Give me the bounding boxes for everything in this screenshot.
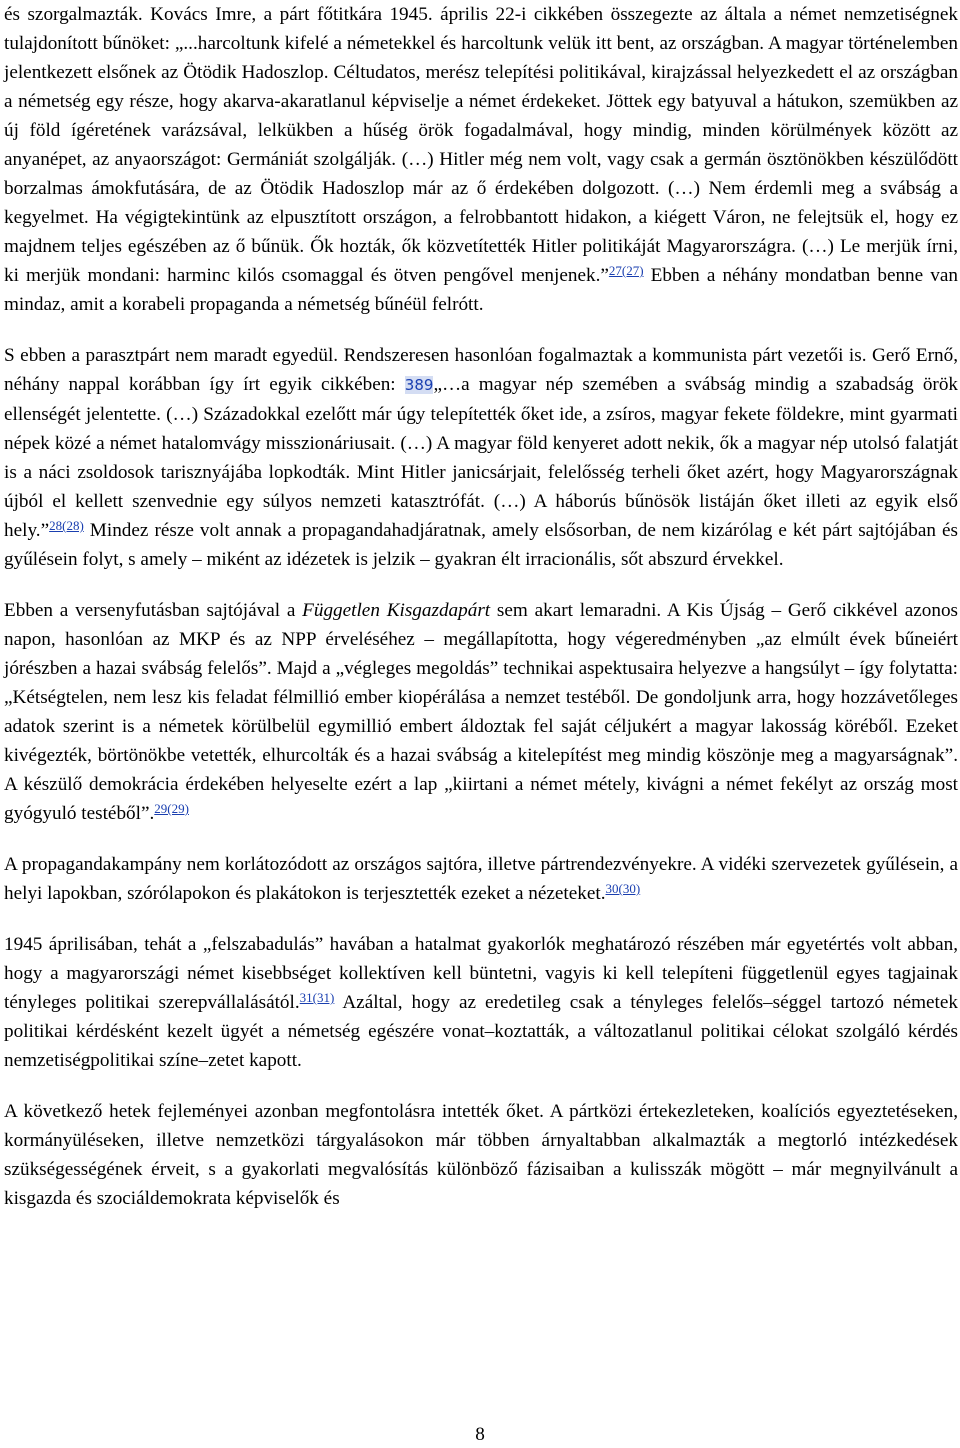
paragraph-5: 1945 áprilisában, tehát a „felszabadulás” havában a hatalmat gyakorlók meghatározó részében már egyetértés volt abban, hogy a magyarországi német kisebbséget kollektíven kell büntetni, vagyis ki kell telepíteni függetlenül egyes tagjainak tényleges politikai szerepvállalásától.$^{31(31)}$ Azáltal, hogy az eredetileg csak a tényleges felelős–séggel tartozó németek politikai kérdésként kezelt ügyét a németség egészére vonat–koztatták, a változatlanul politikai célokat szolgáló kérdés nemzetiségpolitikai színe–zetet kapott. — [4, 934, 958, 1071]
footnote-link-28[interactable]: 28(28) — [49, 518, 84, 533]
paragraph-3: Ebben a versenyfutásban sajtójával a Független Kisgazdapárt sem akart lemaradni. A Kis Újság – Gerő cikkével azonos napon, hasonlóan az MKP és az NPP érveléséhez – megállapította, hogy végeredményben „az elmúlt évek bűneiért jórészben a hazai svábság felelős”. Majd a „végleges megoldás” technikai aspektusaira helyezve a hangsúlyt – így folytatta: „Kétségtelen, nem lesz kis feladat félmillió ember kiopérálása a nemzet testéből. De gondoljunk arra, hogy hozzávetőleges adatok szerint is a németek körülbelül egymillió embert áldoztak fel saját céljukért a magyar lakosság köréből. Ezeket kivégezték, börtönökbe vetették, elhurcolták és a hazai svábság a kitelepítést meg mindig köszönje meg a magyarságnak”. A készülő demokrácia érdekében helyeselte ezért a lap „kiirtani a német métely, kivágni a német fekélyt az ország most gyógyuló testéből”.$^{29(29)}$ — [4, 600, 959, 824]
footnote-link-27[interactable]: 27(27) — [608, 263, 644, 278]
party-name-italic: Független Kisgazdapárt — [302, 600, 491, 621]
footnote-link-31[interactable]: 31(31) — [299, 990, 335, 1005]
page-number: 8 — [475, 1424, 485, 1445]
paragraph-4: A propagandakampány nem korlátozódott az országos sajtóra, illetve pártrendezvényekre. A vidéki szervezetek gyűlésein, a helyi lapokban, szórólapokon és plakátokon is terjesztették ezeket a nézeteket.$^{30(30)}$ — [4, 854, 958, 904]
document-page — [4, 0, 958, 1235]
footnote-link-30[interactable]: 30(30) — [605, 881, 641, 896]
footnote-link-29[interactable]: 29(29) — [154, 801, 189, 816]
paragraph-1: és szorgalmazták. Kovács Imre, a párt főtitkára 1945. április 22-i cikkében összegezte az általa a német nemzetiségnek tulajdonított bűnöket: „...harcoltunk kifelé a németekkel és harcoltunk velük itt bent, az országban. A magyar történelemben jelentkezett elsőnek az Ötödik Hadoszlop. Céltudatos, merész telepítési politikával, kirajzással helyezkedett el az országban a németség egy része, hogy akarva-akaratlanul képviselje a német érdekeket. Jöttek egy batyuval a hátukon, szemükben az új föld ígéretének varázsával, lelkükben a hűség örök fogadalmával, hogy mindig, minden körülmények között az anyanépet, az anyaországot: Germániát szolgálják. (…) Hitler még nem volt, vagy csak a germán ösztönökben készülődött borzalmas ámokfutására, de az Ötödik Hadoszlop már az ő érdekében dolgozott. (…) Nem érdemli meg a svábság a kegyelmet. Ha végigtekintünk az elpusztított országon, a felrobbantott hidakon, a kiégett Váron, ne felejtsük el, hogy ez majdnem teljes egészében az ő bűnük. Ők hozták, ők közvetítették Hitler politikáját Magyarországra. (…) Le merjük írni, ki merjük mondani: harminc kilós csomaggal és ötven pengővel menjenek.”$^{27(27)}$ Ebben a néhány mondatban benne van mindaz, amit a korabeli propaganda a németség bűnéül felrótt. — [4, 4, 958, 315]
paragraph-6: A következő hetek fejleményei azonban megfontolásra intették őket. A pártközi értekezleteken, koalíciós egyeztetéseken, kormányüléseken, illetve nemzetközi tárgyalásokon már többen árnyaltabban alkalmazták a megtorló intézkedések szükségességének érveit, s a gyakorlati megvalósítás különböző fázisaiban a kulisszák mögött – már megnyilvánult a kisgazda és szociáldemokrata képviselők és — [4, 1101, 958, 1209]
highlighted-page-ref: 389 — [404, 376, 434, 394]
paragraph-2: S ebben a parasztpárt nem maradt egyedül. Rendszeresen hasonlóan fogalmaztak a kommunista párt vezetői is. Gerő Ernő, néhány nappal korábban így írt egyik cikkében: 389„…a magyar nép szemében a svábság mindig a szabadság örök ellenségét jelentette. (…) Századokkal ezelőtt már úgy telepítették őket ide, a zsíros, magyar fekete földekre, mint gyarmati népek közé a német hatalomvágy misszionáriusait. (…) A magyar föld kenyeret adott nekik, ők a magyar nép utolsó falatját is a náci zsoldosok tarisznyájába lopkodták. Mint Hitler janicsárjait, felelősség terheli őket azért, hogy Magyarországnak újból el kellett szenvednie egy súlyos nemzeti katasztrófát. (…) A háborús bűnösök listáján őket illeti az egyik első hely.”$^{28(28)}$ Mindez része volt annak a propagandahadjáratnak, amely elsősorban, de nem kizárólag e két párt sajtójában és gyűlésein folyt, s amely – miként az idézetek is jelzik – gyakran élt irracionális, sőt abszurd érvekkel. — [4, 345, 959, 570]
